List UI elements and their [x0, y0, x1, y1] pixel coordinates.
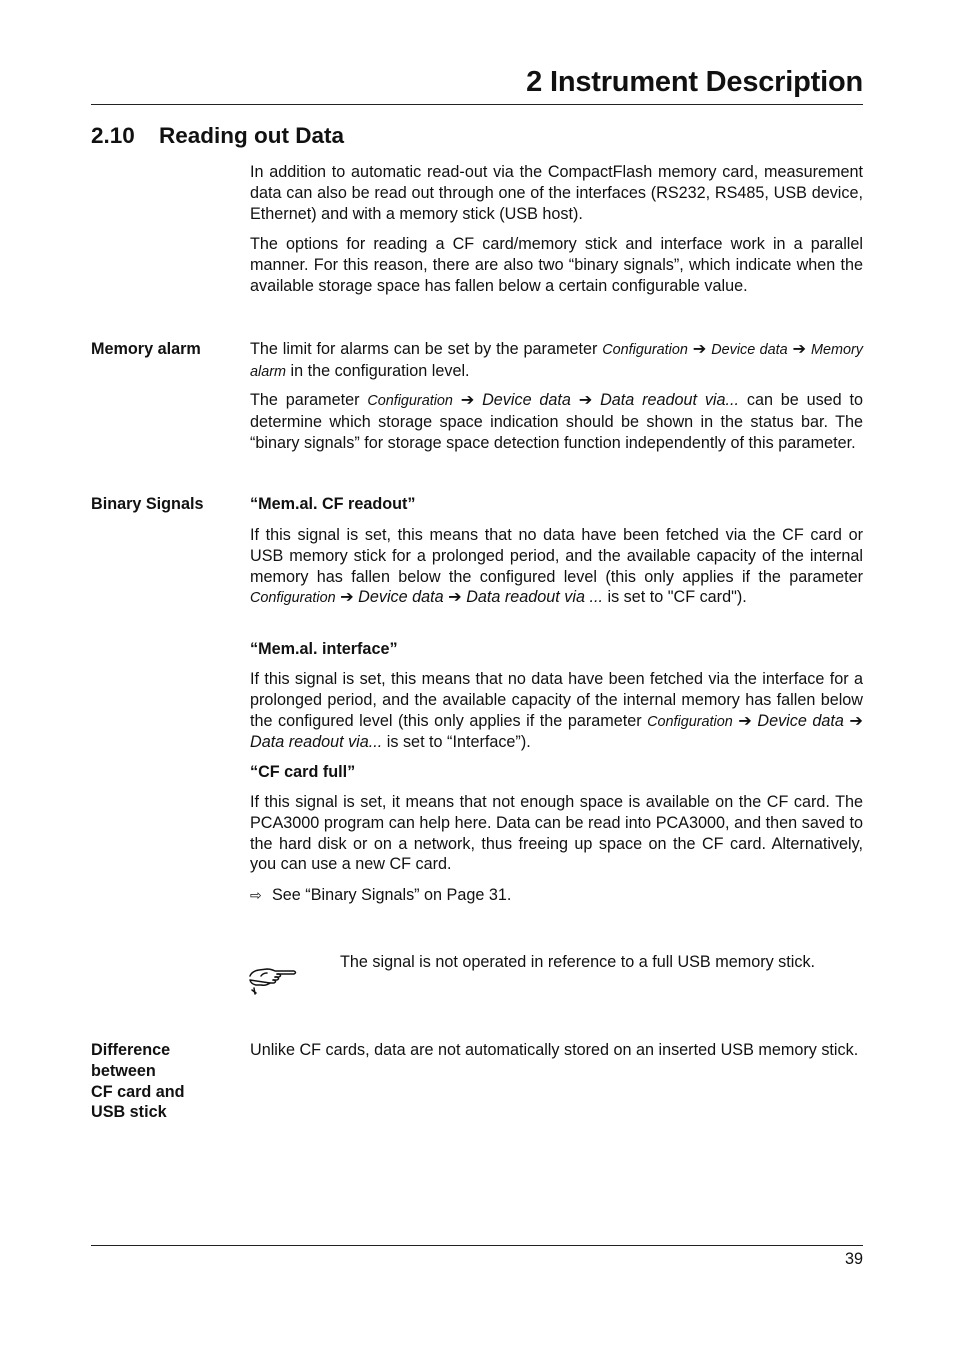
text-run: If this signal is set, this means that no data have been fetched via the interface for a prolonged period, and the available capacity of the internal memory has fallen below the configured level (this only applies if the parameter: [250, 670, 863, 730]
interface-paragraph: [250, 669, 863, 753]
difference-label: [91, 1040, 241, 1123]
memory-alarm-paragraph-1: [250, 339, 863, 383]
parameter-path: ➔ Device data ➔ Data readout via ...: [335, 588, 603, 607]
parameter-configuration: Configuration: [250, 590, 336, 607]
text-run: The limit for alarms can be set by the parameter: [250, 340, 603, 358]
memory-alarm-label: Memory alarm: [91, 340, 201, 358]
section-number: 2.10: [91, 123, 135, 148]
header-rule: [91, 104, 863, 105]
parameter-path: ➔ Device data ➔ Data readout via...: [452, 391, 740, 409]
arrow-right-icon: ⇨: [250, 887, 262, 903]
parameter-memory-alarm: Memory alarm: [250, 342, 863, 380]
section-title: Reading out Data: [159, 123, 345, 148]
cf-full-paragraph: If this signal is set, it means that not enough space is available on the CF card. The PCA3000 program can help here. Data can be read into PCA3000, and then saved to the hard disk or on a network, thus freeing up space on the CF card. Alternatively, you can use a new CF card.: [250, 793, 863, 874]
page-number: 39: [844, 1250, 863, 1268]
note-text: The signal is not operated in reference to a full USB memory stick.: [340, 953, 816, 971]
footer-rule: [91, 1245, 863, 1246]
text-run: in the configuration level.: [285, 361, 470, 380]
label-line: USB stick: [91, 1103, 167, 1122]
interface-heading: “Mem.al. interface”: [250, 640, 398, 658]
binary-signals-cross-reference[interactable]: [250, 885, 511, 906]
cf-full-heading: “CF card full”: [250, 763, 356, 781]
pointing-hand-icon: [248, 964, 298, 996]
memory-alarm-paragraph-2: [250, 390, 863, 453]
binary-signals-label: Binary Signals: [91, 495, 204, 513]
text-run: If this signal is set, this means that no data have been fetched via the CF card or USB memory stick for a prolonged period, and the available capacity of the internal memory has fallen below the configured level (this only applies if the parameter: [250, 526, 863, 586]
parameter-configuration: Configuration: [647, 713, 733, 730]
parameter-device-data: Device data: [711, 342, 788, 358]
intro-paragraph-2: The options for reading a CF card/memory stick and interface work in a parallel manner. For this reason, there are also two “binary signals”, which indicate when the available storage space has fallen below a certain configurable value.: [250, 235, 863, 295]
label-line: CF card and: [91, 1082, 185, 1101]
text-run: The parameter: [250, 391, 368, 409]
difference-paragraph: Unlike CF cards, data are not automatically stored on an inserted USB memory stick.: [250, 1041, 859, 1059]
path-arrow: ➔: [687, 340, 712, 358]
path-arrow: ➔: [787, 340, 812, 358]
chapter-title: 2 Instrument Description: [526, 66, 863, 98]
parameter-configuration: Configuration: [602, 342, 688, 358]
cross-reference-text: See “Binary Signals” on Page 31.: [272, 886, 512, 904]
cf-readout-heading: “Mem.al. CF readout”: [250, 495, 416, 513]
parameter-path: ➔ Device data ➔ Data readout via...: [250, 711, 863, 752]
cf-readout-paragraph: [250, 525, 863, 609]
intro-paragraph-1: In addition to automatic read-out via the CompactFlash memory card, measurement data can also be read out through one of the interfaces (RS232, RS485, USB device, Ethernet) and with a memory stick (USB host).: [250, 163, 863, 223]
section-heading: [91, 123, 344, 149]
parameter-configuration: Configuration: [367, 393, 453, 409]
text-run: is set to “Interface”).: [382, 733, 531, 752]
text-run: can be used to determine which storage space indication should be shown in the status bar. The “binary signals” for storage space detection function independently of this parameter.: [250, 391, 864, 452]
label-line: between: [91, 1061, 156, 1080]
label-line: Difference: [91, 1041, 171, 1059]
text-run: is set to "CF card").: [602, 588, 747, 607]
